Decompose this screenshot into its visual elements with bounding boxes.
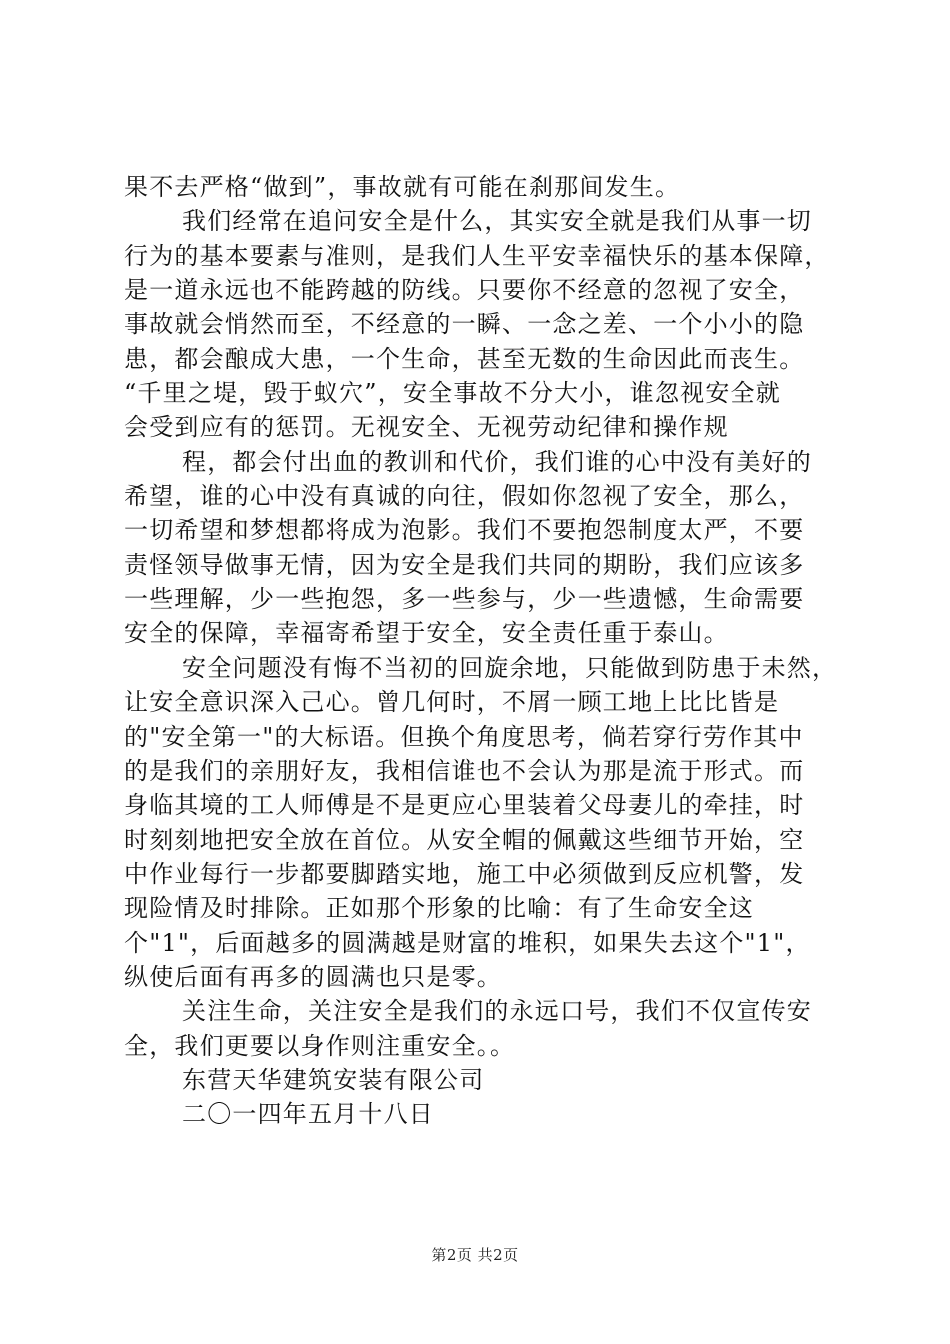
text-line: 是一道永远也不能跨越的防线。只要你不经意的忽视了安全， [124,276,805,305]
text-line: 现险情及时排除。正如那个形象的比喻：有了生命安全这 [124,894,754,923]
paragraph-start-line: 程，都会付出血的教训和代价，我们谁的心中没有美好的 [182,447,812,476]
text-line: 希望，谁的心中没有真诚的向往，假如你忽视了安全，那么， [124,482,805,511]
text-line: 个"1"，后面越多的圆满越是财富的堆积，如果失去这个"1"， [124,928,811,957]
company-name: 东营天华建筑安装有限公司 [182,1065,485,1094]
text-line: 让安全意识深入己心。曾几何时，不屑一顾工地上比比皆是 [124,688,780,717]
text-line: 事故就会悄然而至，不经意的一瞬、一念之差、一个小小的隐 [124,310,805,339]
document-body [124,170,844,1132]
text-line: 的是我们的亲朋好友，我相信谁也不会认为那是流于形式。而 [124,756,805,785]
text-line: 的"安全第一"的大标语。但换个角度思考，倘若穿行劳作其中 [124,722,804,751]
paragraph-start-line: 关注生命，关注安全是我们的永远口号，我们不仅宣传安 [182,997,812,1026]
paragraph-start-line: 我们经常在追问安全是什么，其实安全就是我们从事一切 [182,207,812,236]
text-line: 安全的保障，幸福寄希望于安全，安全责任重于泰山。 [124,619,729,648]
text-line: 时刻刻地把安全放在首位。从安全帽的佩戴这些细节开始，空 [124,825,805,854]
text-line: 全，我们更要以身作则注重安全。。 [124,1031,516,1060]
text-line: 纵使后面有再多的圆满也只是零。 [124,962,502,991]
document-date: 二〇一四年五月十八日 [182,1100,434,1129]
text-line: 身临其境的工人师傅是不是更应心里装着父母妻儿的牵挂，时 [124,791,805,820]
paragraph-start-line: 安全问题没有悔不当初的回旋余地，只能做到防患于未然， [182,653,838,682]
text-line: 患，都会酿成大患，一个生命，甚至无数的生命因此而丧生。 [124,344,805,373]
text-line: 行为的基本要素与准则，是我们人生平安幸福快乐的基本保障， [124,241,830,270]
text-line: “千里之堤，毁于蚁穴”，安全事故不分大小，谁忽视安全就 [124,379,781,408]
text-line: 果不去严格“做到”，事故就有可能在刹那间发生。 [124,173,681,201]
page-number-footer: 第2页 共2页 [431,1246,519,1264]
text-line: 责怪领导做事无情，因为安全是我们共同的期盼，我们应该多 [124,550,805,579]
text-line: 会受到应有的惩罚。无视安全、无视劳动纪律和操作规 [124,413,729,442]
text-line: 中作业每行一步都要脚踏实地，施工中必须做到反应机警，发 [124,859,805,888]
text-line: 一切希望和梦想都将成为泡影。我们不要抱怨制度太严，不要 [124,516,805,545]
text-line: 一些理解，少一些抱怨，多一些参与，少一些遗憾，生命需要 [124,585,805,614]
